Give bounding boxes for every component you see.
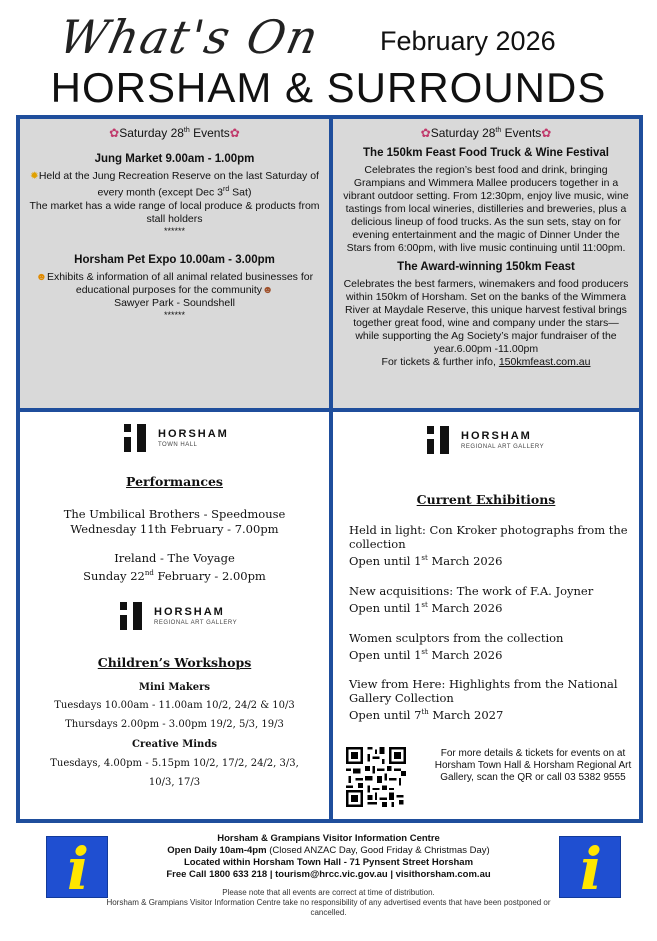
dog-icon: ☻ (262, 283, 274, 296)
until-b: March 2026 (427, 553, 503, 568)
gallery-logo (427, 426, 544, 454)
flower-icon: ✿ (541, 126, 552, 140)
opening-hours-note: (Closed ANZAC Day, Good Friday & Christmas Day) (269, 845, 490, 856)
jung-market-text2: The market has a wide range of local produce & products from stall holders (29, 199, 320, 225)
separator-stars: ****** (163, 225, 185, 236)
creative-line2: 10/3, 17/3 (148, 777, 201, 788)
exhibition-2-until (349, 598, 634, 615)
more-info-text: For more details & tickets for events on at Horsham Town Hall & Horsham Regional Art Gallery, scan the QR or call 03 5382 9555 (434, 748, 632, 783)
horsham-logo-icon (120, 602, 146, 630)
page-title: HORSHAM & SURROUNDS (50, 64, 607, 111)
heading-text: Saturday 28 (119, 126, 184, 140)
visitor-centre-name: Horsham & Grampians Visitor Information Centre (217, 833, 440, 844)
heading-suffix: Events (189, 126, 230, 140)
logo-sub: REGIONAL ART GALLERY (461, 444, 545, 450)
until-sup: st (421, 648, 428, 656)
until-b: March 2026 (427, 647, 503, 662)
logo-name: HORSHAM (154, 606, 225, 618)
logo-sub: TOWN HALL (158, 442, 198, 448)
jung-sup: rd (223, 186, 230, 193)
events-grid (16, 115, 643, 823)
feast-website-link[interactable]: 150kmfeast.com.au (498, 356, 591, 368)
info-icon: i (559, 836, 621, 898)
heading-sup: th (183, 127, 190, 134)
heading-suffix: Events (501, 126, 542, 140)
header (0, 0, 657, 112)
separator-stars: ****** (163, 309, 185, 320)
exhibition-3 (349, 631, 634, 662)
until-a: Open until 1 (349, 647, 422, 662)
info-icon: i (46, 836, 108, 898)
logo-sub: REGIONAL ART GALLERY (154, 620, 238, 626)
flower-icon: ✿ (420, 126, 431, 140)
events-heading (333, 126, 639, 140)
gallery-section (332, 411, 640, 820)
exhibition-1-title: Held in light: Con Kroker photographs from the collection (349, 523, 628, 551)
creative-minds-times (20, 754, 329, 792)
performance-2-date (20, 566, 329, 584)
exhibition-1-until (349, 551, 634, 568)
exhibitions-title: Current Exhibitions (416, 492, 556, 507)
heading-text: Saturday 28 (430, 126, 496, 140)
town-hall-section (19, 411, 330, 820)
until-a: Open until 7 (349, 707, 422, 722)
pet-expo-title: Horsham Pet Expo 10.00am - 3.00pm (74, 253, 275, 266)
flower-icon: ✿ (229, 126, 240, 140)
disclaimer-line2: Horsham & Grampians Visitor Information Centre take no responsibility of any advertised events that have been postponed or cancelled. (106, 898, 551, 917)
town-hall-logo (124, 424, 229, 452)
jung-market-title: Jung Market 9.00am - 1.00pm (94, 153, 255, 165)
pet-expo-text (20, 271, 329, 297)
until-a: Open until 1 (349, 600, 422, 615)
perf2-date-sup: nd (144, 569, 154, 577)
exhibition-4-title: View from Here: Highlights from the National Gallery Collection (349, 677, 618, 705)
tickets-info (333, 356, 639, 369)
food-truck-festival-title: The 150km Feast Food Truck & Wine Festival (363, 147, 609, 159)
month-label: February 2026 (380, 26, 556, 56)
exhibition-3-title: Women sculptors from the collection (349, 631, 564, 645)
saturday-events-right (332, 118, 640, 409)
creative-minds-title: Creative Minds (132, 739, 217, 750)
exhibition-1 (349, 523, 634, 568)
exhibition-3-until (349, 645, 634, 662)
tickets-prefix: For tickets & further info, (381, 356, 499, 368)
performance-2-name: Ireland - The Voyage (114, 551, 235, 565)
heading-sup: th (495, 127, 502, 134)
script-title: What's On (54, 10, 325, 64)
until-b: March 2027 (428, 707, 504, 722)
until-sup: st (421, 554, 428, 562)
sunflower-icon: ✹ (30, 170, 39, 182)
exhibition-2-title: New acquisitions: The work of F.A. Joyner (349, 584, 594, 598)
creative-line1: Tuesdays, 4.00pm - 5.15pm 10/2, 17/2, 24/2, 3/3, (50, 758, 299, 769)
feast-title: The Award-winning 150km Feast (397, 261, 575, 273)
performance-2 (20, 551, 329, 584)
disclaimer-line1: Please note that all events are correct at time of distribution. (222, 888, 435, 897)
cat-icon: ☻ (35, 270, 47, 283)
until-b: March 2026 (427, 600, 503, 615)
location: Located within Horsham Town Hall - 71 Pynsent Street Horsham (183, 857, 474, 868)
events-heading (20, 126, 329, 140)
food-truck-festival-text: Celebrates the region’s best food and drink, bringing Grampians and Wimmera Mallee producers together in a vibrant outdoor setting. From 12:30pm, enjoy live music, wine tastings from local wineries, distilleries and breweries, plus a delicious lineup of food trucks. As the sun sets, stay on for evening entertainment and the magic of Dinner Under the Stars from 6:00pm, with live music continuing until 11:00pm. (343, 164, 629, 254)
pet-line1: Exhibits & information of all animal related businesses for educational purposes for the community (46, 270, 314, 296)
jung-line1-end: Sat) (229, 186, 252, 199)
until-sup: st (421, 601, 428, 609)
until-sup: th (421, 708, 429, 716)
horsham-logo-icon (427, 426, 453, 454)
performance-1-name: The Umbilical Brothers - Speedmouse (63, 507, 286, 521)
feast-text: Celebrates the best farmers, winemakers and food producers within 150km of Horsham. Set on the banks of the Wimmera River at Maydale Reserve, this unique harvest festival brings together great food, wine and company under the stars—while supporting the Ag Society’s major fundraiser of the year.6.00pm -11.00pm (343, 278, 629, 355)
mini-makers-times (20, 696, 329, 734)
contact-details: Free Call 1800 633 218 | tourism@hrcc.vic.gov.au | visithorsham.com.au (166, 869, 491, 880)
horsham-logo-icon (124, 424, 150, 452)
gallery-logo (120, 602, 237, 630)
workshops-title: Children’s Workshops (97, 655, 252, 670)
mini-line1: Tuesdays 10.00am - 11.00am 10/2, 24/2 & 10/3 (54, 700, 295, 711)
logo-name: HORSHAM (461, 430, 532, 442)
mini-makers-title: Mini Makers (138, 682, 211, 693)
perf2-date-a: Sunday 22 (83, 568, 145, 583)
performances-title: Performances (126, 474, 223, 489)
visitor-centre-info (120, 833, 537, 881)
qr-code-icon[interactable] (346, 747, 406, 807)
disclaimer (100, 888, 557, 918)
performance-1-date: Wednesday 11th February - 7.00pm (70, 522, 279, 536)
until-a: Open until 1 (349, 553, 422, 568)
exhibition-4 (349, 677, 634, 722)
exhibition-2 (349, 584, 634, 615)
jung-line1: Held at the Jung Recreation Reserve on the last Saturday of every month (except Dec 3 (38, 170, 319, 199)
flower-icon: ✿ (109, 126, 120, 140)
opening-hours-bold: Open Daily 10am-4pm (167, 845, 270, 856)
performance-1 (20, 507, 329, 537)
exhibition-4-until (349, 705, 634, 722)
mini-line2: Thursdays 2.00pm - 3.00pm 19/2, 5/3, 19/3 (65, 719, 284, 730)
opening-hours (120, 845, 537, 857)
saturday-events-left (19, 118, 330, 409)
pet-expo-location: Sawyer Park - Soundshell (114, 296, 235, 309)
logo-name: HORSHAM (158, 428, 229, 440)
perf2-date-b: February - 2.00pm (153, 568, 266, 583)
jung-market-text (20, 170, 329, 200)
